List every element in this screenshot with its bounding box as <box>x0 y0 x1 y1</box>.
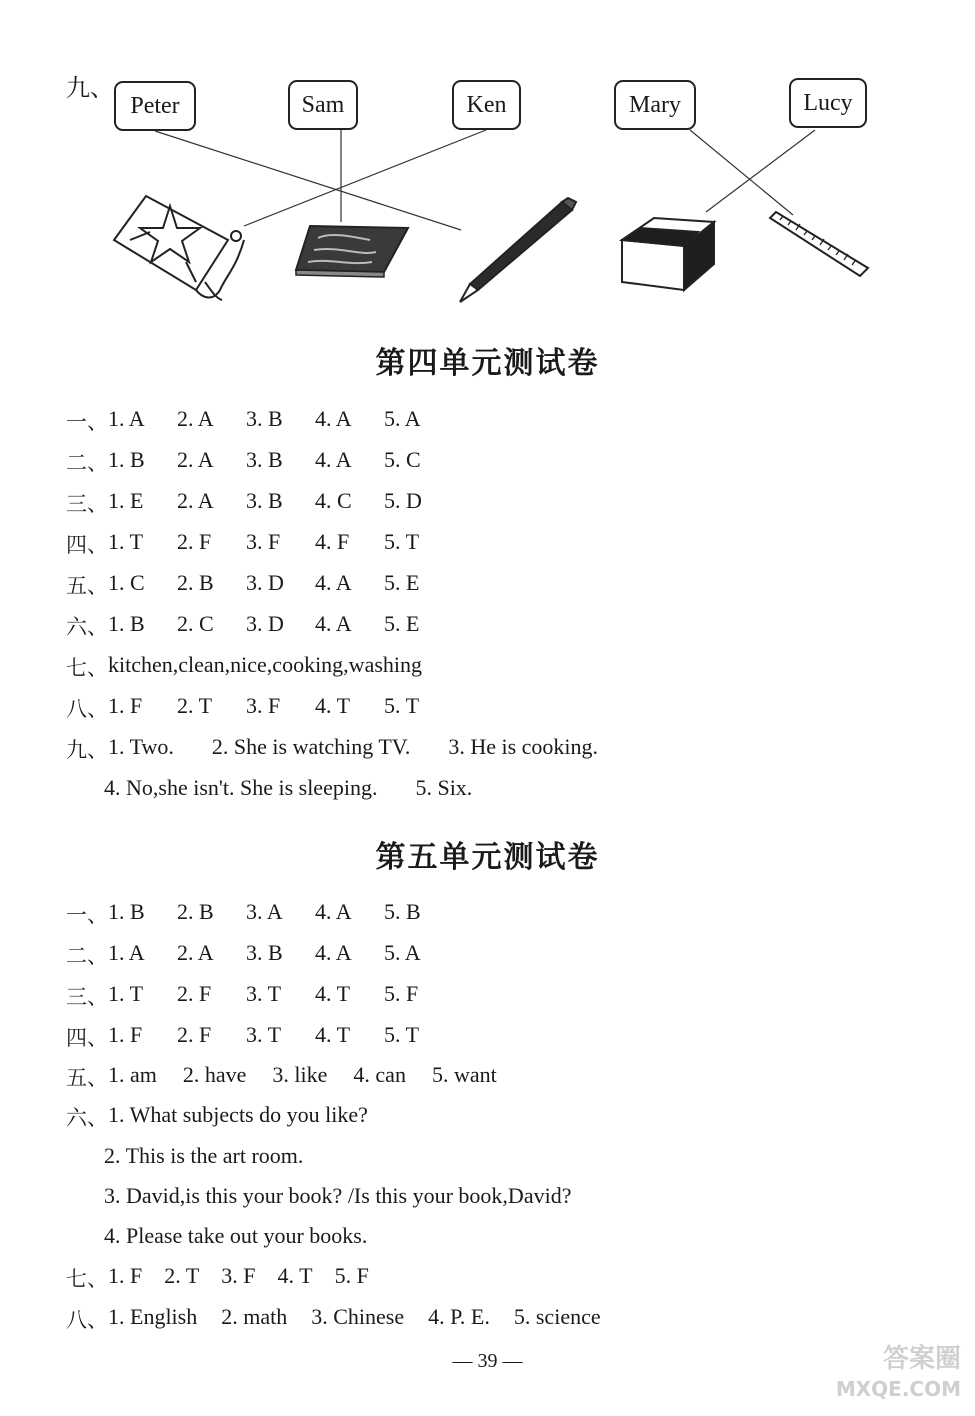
unit4-row-5 <box>66 570 453 600</box>
watermark-url: MXQE.COM <box>835 1377 961 1401</box>
unit4-row-8 <box>66 693 453 723</box>
row-label: 八、 <box>66 697 108 721</box>
name-box-lucy: Lucy <box>789 78 867 128</box>
answer: 5. A <box>384 940 421 965</box>
row-label: 二、 <box>66 451 108 475</box>
unit5-row-6-line-2 <box>104 1143 303 1169</box>
answer: 3. A <box>246 899 283 924</box>
answer: 4. can <box>353 1062 406 1087</box>
answer: 1. F <box>108 1263 143 1288</box>
answer: 5. F <box>384 981 419 1006</box>
answer-line: 2. This is the art room. <box>104 1143 304 1168</box>
unit5-row-5 <box>66 1062 523 1092</box>
match-line-mary-ruler <box>690 130 793 215</box>
name-box-mary: Mary <box>614 80 696 130</box>
row-label: 四、 <box>66 1026 108 1050</box>
unit4-row-3 <box>66 488 453 518</box>
unit5-row-4 <box>66 1022 453 1052</box>
kite-icon <box>114 196 244 300</box>
answer: 4. A <box>315 899 352 924</box>
answer: 1. A <box>108 406 145 431</box>
answer: 4. C <box>315 488 352 513</box>
answer: 2. F <box>177 529 212 554</box>
answer: 1. T <box>108 981 144 1006</box>
pencil-icon <box>460 198 576 302</box>
unit4-row-1 <box>66 406 453 436</box>
answer: 5. F <box>334 1263 369 1288</box>
answer: 2. C <box>177 611 214 636</box>
answer: 4. F <box>315 529 350 554</box>
answer: 5. T <box>384 693 420 718</box>
row-label: 五、 <box>66 1066 108 1090</box>
eraser-icon <box>622 218 714 290</box>
answer: 3. F <box>246 529 281 554</box>
answer: 5. A <box>384 406 421 431</box>
unit5-row-2 <box>66 940 453 970</box>
answer: 2. T <box>177 693 213 718</box>
answer: 1. F <box>108 1022 143 1047</box>
unit5-row-6 <box>66 1102 368 1132</box>
answer: 3. D <box>246 611 284 636</box>
name-box-ken: Ken <box>452 80 521 130</box>
answer: 1. B <box>108 447 145 472</box>
answer: 3. B <box>246 940 283 965</box>
answer: 5. want <box>431 1062 497 1087</box>
unit4-row-4 <box>66 529 453 559</box>
row-label: 四、 <box>66 533 108 557</box>
row-label: 六、 <box>66 1106 108 1130</box>
unit5-title: 第五单元测试卷 <box>375 840 600 875</box>
answer: 3. like <box>272 1062 328 1087</box>
page-number: — 39 — <box>452 1350 523 1372</box>
answer: 2. B <box>177 899 214 924</box>
unit5-row-6-line-4 <box>104 1223 367 1249</box>
answer: 2. B <box>177 570 214 595</box>
answer: 5. D <box>384 488 422 513</box>
answer: 5. E <box>384 570 420 595</box>
answer: 4. No,she isn't. She is sleeping. <box>104 775 378 800</box>
answer: 2. F <box>177 981 212 1006</box>
answer: 3. He is cooking. <box>448 734 599 759</box>
unit5-row-1 <box>66 899 453 929</box>
matching-lines-and-pictures <box>0 0 975 320</box>
row-label: 六、 <box>66 615 108 639</box>
answer: 5. science <box>513 1304 601 1329</box>
answer: 2. She is watching TV. <box>211 734 411 759</box>
unit4-row-6 <box>66 611 453 641</box>
answer: 1. E <box>108 488 144 513</box>
answer: 4. T <box>315 1022 351 1047</box>
answer: 2. A <box>177 940 214 965</box>
answer: 1. A <box>108 940 145 965</box>
answer-text: kitchen,clean,nice,cooking,washing <box>108 652 423 677</box>
answer: 4. A <box>315 447 352 472</box>
answer: 5. C <box>384 447 421 472</box>
answer: 2. have <box>182 1062 247 1087</box>
answer: 4. A <box>315 940 352 965</box>
row-label: 二、 <box>66 944 108 968</box>
matching-exercise <box>0 0 975 320</box>
answer: 3. Chinese <box>311 1304 405 1329</box>
unit4-row-9-cont <box>104 775 510 801</box>
answer: 1. B <box>108 611 145 636</box>
match-line-peter-pencil <box>155 131 461 230</box>
unit4-row-7 <box>66 652 422 682</box>
answer: 3. T <box>246 1022 282 1047</box>
row-label: 三、 <box>66 492 108 516</box>
answer: 1. am <box>108 1062 157 1087</box>
answer: 1. T <box>108 529 144 554</box>
ruler-icon <box>770 212 868 276</box>
answer: 1. Two. <box>108 734 174 759</box>
unit4-title: 第四单元测试卷 <box>375 346 600 381</box>
answer: 5. E <box>384 611 420 636</box>
row-label: 三、 <box>66 985 108 1009</box>
answer: 4. A <box>315 611 352 636</box>
row-label: 七、 <box>66 1267 108 1291</box>
row-label: 一、 <box>66 903 108 927</box>
answer: 3. D <box>246 570 284 595</box>
unit5-row-8 <box>66 1304 625 1334</box>
answer: 4. T <box>315 981 351 1006</box>
answer: 1. English <box>108 1304 198 1329</box>
question-9-label: 九、 <box>66 74 114 102</box>
name-box-sam: Sam <box>288 80 358 130</box>
answer-line: 4. Please take out your books. <box>104 1223 368 1248</box>
watermark-logo-text: 答案圈 <box>882 1344 961 1374</box>
answer: 2. A <box>177 447 214 472</box>
answer: 3. B <box>246 447 283 472</box>
unit5-row-7 <box>66 1263 391 1293</box>
unit5-row-6-line-3 <box>104 1183 571 1209</box>
answer: 3. T <box>246 981 282 1006</box>
answer: 1. B <box>108 899 145 924</box>
row-label: 七、 <box>66 656 108 680</box>
answer: 2. T <box>164 1263 200 1288</box>
answer: 1. F <box>108 693 143 718</box>
answer: 2. A <box>177 488 214 513</box>
answer: 2. A <box>177 406 214 431</box>
match-line-lucy-eraser <box>706 130 815 212</box>
answer: 5. T <box>384 529 420 554</box>
unit4-row-9 <box>66 734 636 764</box>
row-label: 一、 <box>66 410 108 434</box>
answer: 4. A <box>315 570 352 595</box>
answer: 2. math <box>221 1304 288 1329</box>
unit4-row-2 <box>66 447 453 477</box>
answer: 4. T <box>315 693 351 718</box>
answer: 3. B <box>246 406 283 431</box>
row-label: 九、 <box>66 738 108 762</box>
answer: 5. Six. <box>415 775 473 800</box>
answer: 5. B <box>384 899 421 924</box>
answer-line: 1. What subjects do you like? <box>108 1102 368 1127</box>
answer: 2. F <box>177 1022 212 1047</box>
watermark <box>836 1344 961 1404</box>
answer: 4. P. E. <box>428 1304 490 1329</box>
answer: 3. B <box>246 488 283 513</box>
name-box-peter: Peter <box>114 81 196 131</box>
answer: 4. T <box>277 1263 313 1288</box>
answer: 1. C <box>108 570 145 595</box>
answer: 4. A <box>315 406 352 431</box>
answer: 5. T <box>384 1022 420 1047</box>
book-icon <box>296 226 408 277</box>
match-line-ken-kite <box>244 130 486 226</box>
unit5-row-3 <box>66 981 453 1011</box>
row-label: 八、 <box>66 1308 108 1332</box>
row-label: 五、 <box>66 574 108 598</box>
answer-line: 3. David,is this your book? /Is this your book,David? <box>104 1183 572 1208</box>
answer: 3. F <box>246 693 281 718</box>
answer: 3. F <box>221 1263 256 1288</box>
